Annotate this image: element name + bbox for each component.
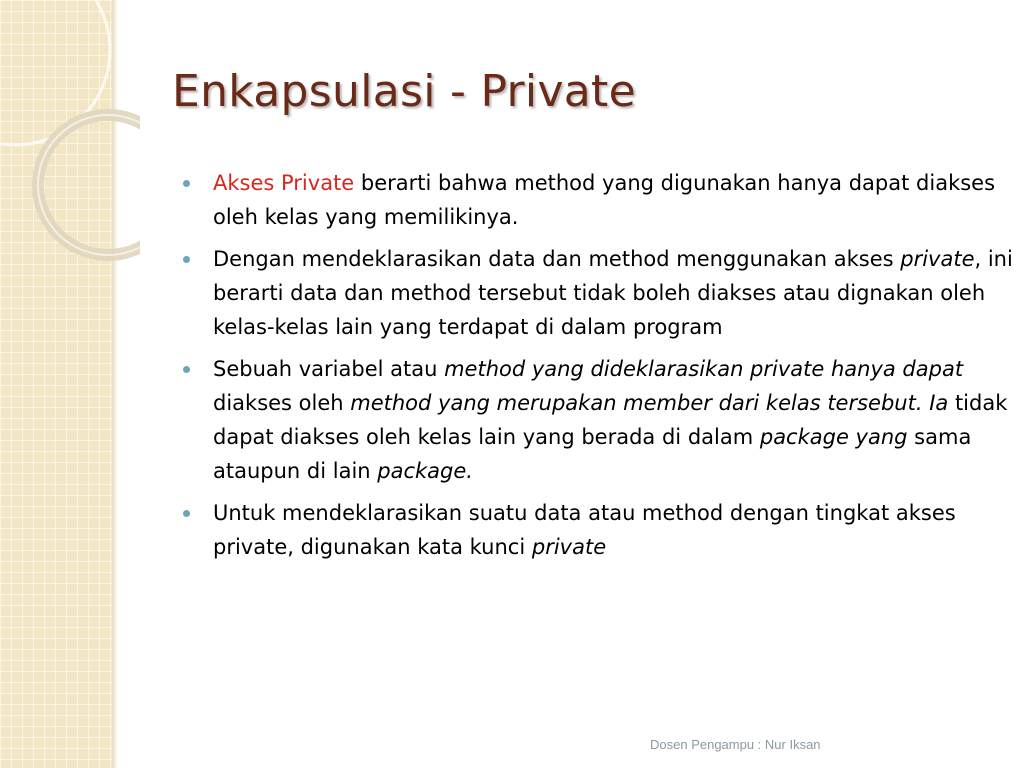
highlight-text: Akses Private	[213, 171, 355, 195]
bullet-text: , ini berarti data dan method tersebut tidak boleh diakses atau dignakan oleh kelas-kelas lain yang terdapat di dalam program	[213, 247, 1013, 339]
bullet-text: tidak dapat diakses oleh kelas lain yang berada di dalam	[213, 391, 1008, 449]
bullet-text: Untuk mendeklarasikan suatu data atau method dengan tingkat akses private, digunakan kata kunci	[213, 501, 956, 559]
footer-text: Dosen Pengampu : Nur Iksan	[650, 737, 821, 752]
italic-text: method yang dideklarasikan private hanya dapat	[444, 357, 964, 381]
bullet-text: Dengan mendeklarasikan data dan method menggunakan akses	[213, 247, 901, 271]
bullet-item	[183, 352, 1013, 488]
italic-text: package yang	[759, 425, 908, 449]
decorative-circles	[0, 0, 140, 300]
slide-title: Enkapsulasi - Private	[172, 66, 636, 117]
bullet-dot-icon	[183, 510, 190, 517]
bullet-text: berarti bahwa method yang digunakan hanya dapat diakses oleh kelas yang memilikinya.	[213, 171, 996, 229]
bullet-item	[183, 242, 1013, 344]
bullet-dot-icon	[183, 180, 190, 187]
bullet-dot-icon	[183, 366, 190, 373]
bullet-text: diakses oleh	[213, 391, 351, 415]
bullet-item	[183, 166, 1013, 234]
bullet-text: Sebuah variabel atau	[213, 357, 445, 381]
italic-text: method yang merupakan member dari kelas tersebut. Ia	[350, 391, 949, 415]
bullet-item	[183, 496, 1013, 564]
bullet-list	[183, 166, 1013, 572]
bullet-dot-icon	[183, 256, 190, 263]
italic-text: private	[900, 247, 975, 271]
italic-text: private	[531, 535, 607, 559]
italic-text: package.	[377, 459, 473, 483]
bullet-text: sama ataupun di lain	[213, 425, 972, 483]
